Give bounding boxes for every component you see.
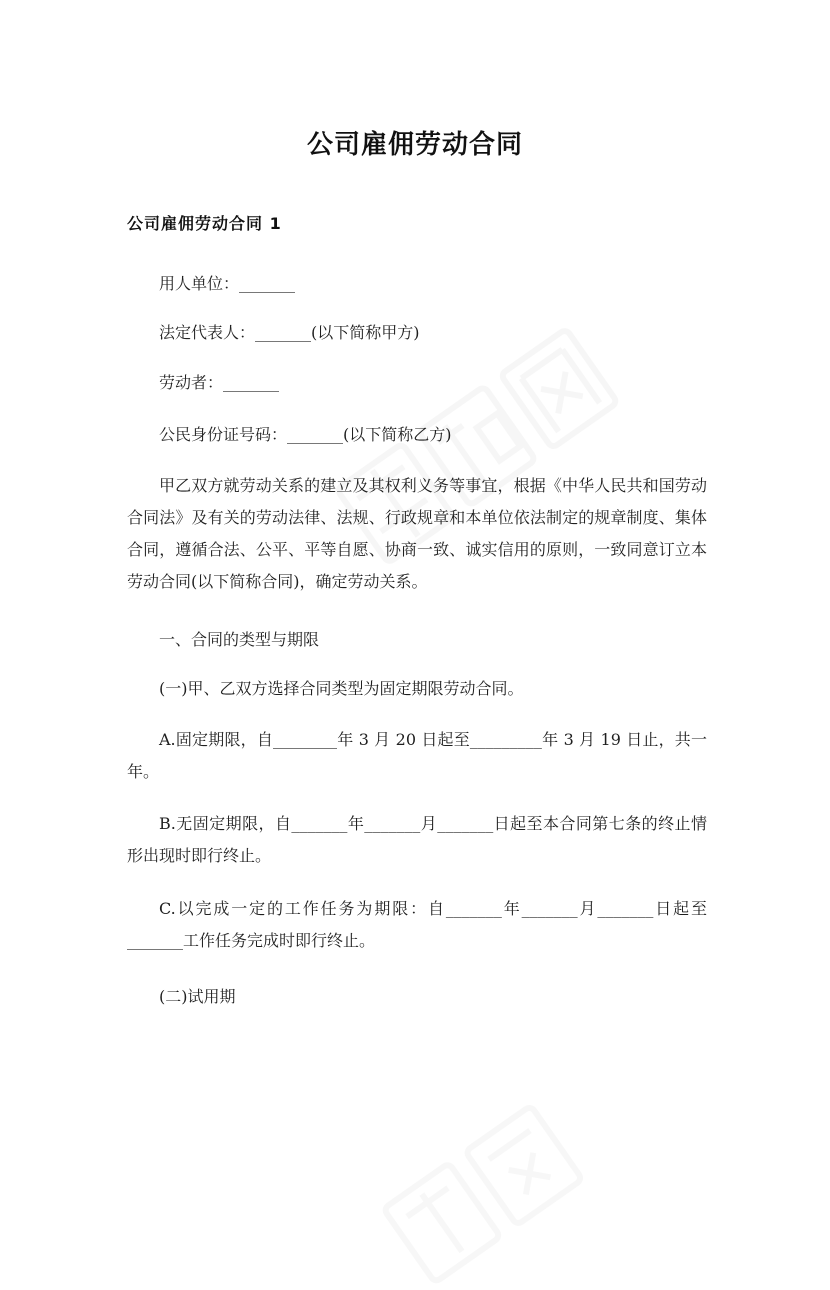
clause-probation-heading: (二)试用期 <box>159 987 236 1006</box>
document-title: 公司雇佣劳动合同 <box>306 130 523 160</box>
section-heading: 公司雇佣劳动合同 1 <box>127 214 282 233</box>
laborer-line: 劳动者：_______ <box>159 373 280 392</box>
clause-task-term: C.以完成一定的工作任务为期限：自_______年_______月_______日起至_______工作任务完成时即行终止。 <box>127 899 707 950</box>
preamble-paragraph: 甲乙双方就劳动关系的建立及其权利义务等事宜，根据《中华人民共和国劳动合同法》及有关的劳动法律、法规、行政规章和本单位依法制定的规章制度、集体合同，遵循合法、公平、平等自愿、协商一致、诚实信用的原则，一致同意订立本劳动合同(以下简称合同)，确定劳动关系。 <box>127 476 707 591</box>
watermark-logo-bottom-icon <box>300 1090 660 1290</box>
employer-line: 用人单位：_______ <box>159 274 296 293</box>
clause-fixed-term: A.固定期限，自________年 3 月 20 日起至_________年 3 月 19 日止，共一年。 <box>127 730 707 781</box>
legal-representative-line: 法定代表人：_______(以下简称甲方) <box>159 323 420 342</box>
clause-heading-contract-type: 一、合同的类型与期限 <box>159 630 320 649</box>
id-number-line: 公民身份证号码：_______(以下简称乙方) <box>159 425 452 444</box>
clause-contract-type: (一)甲、乙双方选择合同类型为固定期限劳动合同。 <box>159 679 524 698</box>
clause-open-term: B.无固定期限，自_______年_______月_______日起至本合同第七条的终止情形出现时即行终止。 <box>127 814 707 865</box>
